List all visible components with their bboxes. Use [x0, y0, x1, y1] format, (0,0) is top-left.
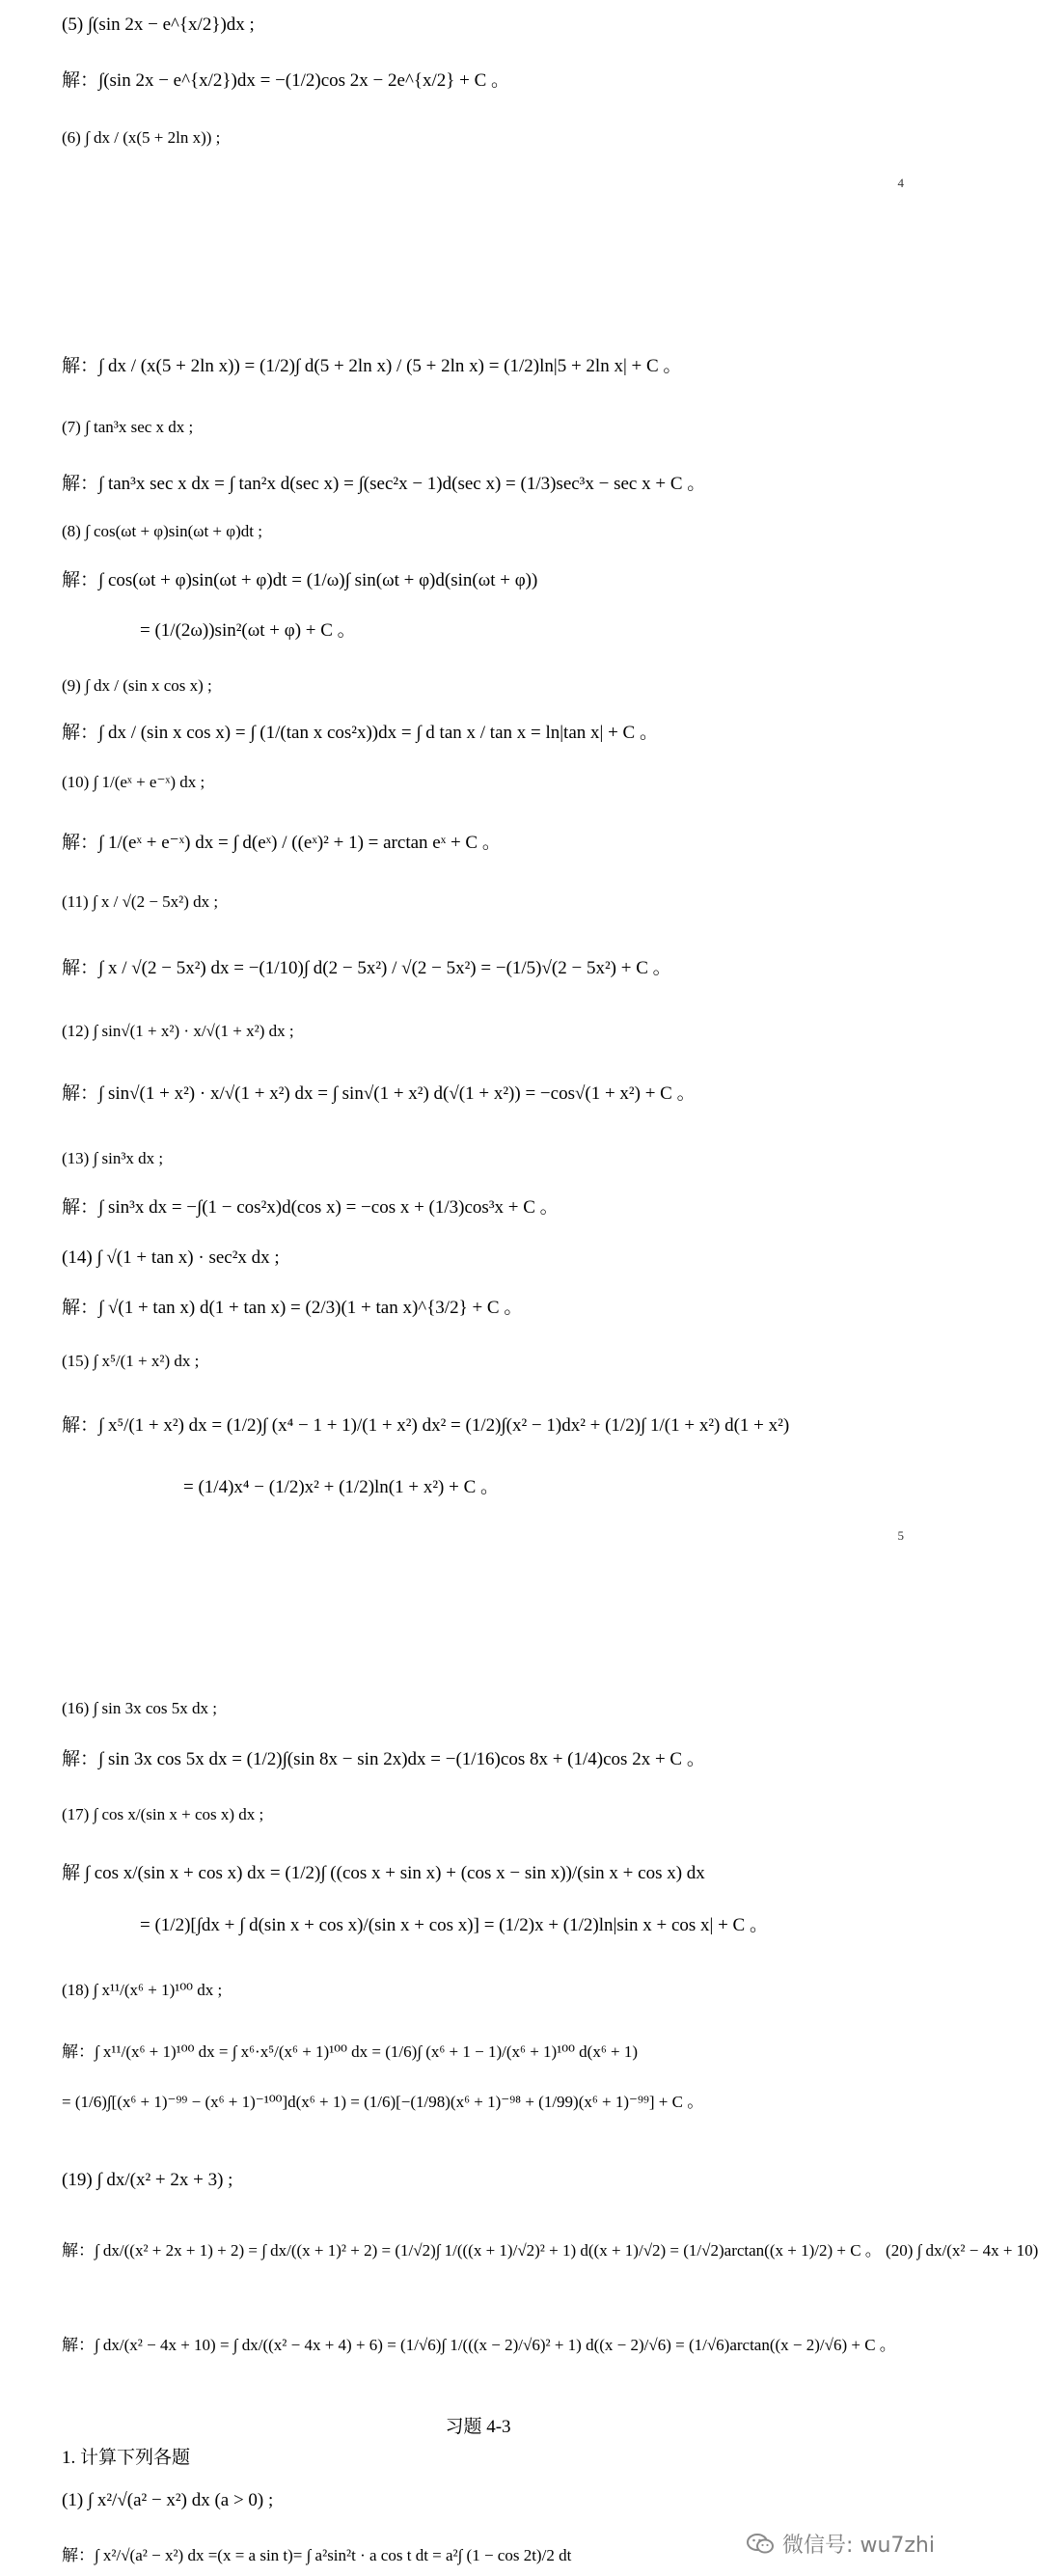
- solution-17-cont: = (1/2)[∫dx + ∫ d(sin x + cos x)/(sin x + cos x)] = (1/2)x + (1/2)ln|sin x + cos x| + C 。: [140, 1915, 768, 1935]
- solution-9: 解：∫ dx / (sin x cos x) = ∫ (1/(tan x cos²x))dx = ∫ d tan x / tan x = ln|tan x| + C 。: [62, 723, 658, 743]
- solution-18-cont: = (1/6)∫[(x⁶ + 1)⁻⁹⁹ − (x⁶ + 1)⁻¹⁰⁰]d(x⁶ + 1) = (1/6)[−(1/98)(x⁶ + 1)⁻⁹⁸ + (1/99)(x⁶ + 1)⁻⁹⁹] + C 。: [62, 2093, 704, 2111]
- problem-8: (8) ∫ cos(ωt + φ)sin(ωt + φ)dt ;: [62, 522, 262, 540]
- solution-13: 解：∫ sin³x dx = −∫(1 − cos²x)d(cos x) = −cos x + (1/3)cos³x + C 。: [62, 1197, 559, 1218]
- solution-15-cont: = (1/4)x⁴ − (1/2)x² + (1/2)ln(1 + x²) + C 。: [183, 1477, 499, 1497]
- section-title: 习题 4-3: [445, 2417, 511, 2437]
- solution-12: 解：∫ sin√(1 + x²) · x/√(1 + x²) dx = ∫ sin√(1 + x²) d(√(1 + x²)) = −cos√(1 + x²) + C 。: [62, 1083, 696, 1104]
- problem-9: (9) ∫ dx / (sin x cos x) ;: [62, 676, 212, 695]
- solution-16: 解：∫ sin 3x cos 5x dx = (1/2)∫(sin 8x − sin 2x)dx = −(1/16)cos 8x + (1/4)cos 2x + C 。: [62, 1749, 705, 1769]
- problem-12: (12) ∫ sin√(1 + x²) · x/√(1 + x²) dx ;: [62, 1022, 294, 1040]
- solution-17: 解 ∫ cos x/(sin x + cos x) dx = (1/2)∫ ((cos x + sin x) + (cos x − sin x))/(sin x + cos x) dx: [62, 1863, 705, 1883]
- problem-17: (17) ∫ cos x/(sin x + cos x) dx ;: [62, 1805, 264, 1823]
- solution-8: 解：∫ cos(ωt + φ)sin(ωt + φ)dt = (1/ω)∫ sin(ωt + φ)d(sin(ωt + φ)): [62, 570, 538, 590]
- problem-19: (19) ∫ dx/(x² + 2x + 3) ;: [62, 2170, 233, 2190]
- solution-10: 解：∫ 1/(eˣ + e⁻ˣ) dx = ∫ d(eˣ) / ((eˣ)² + 1) = arctan eˣ + C 。: [62, 833, 501, 853]
- watermark: [746, 2529, 935, 2559]
- page-number: 5: [897, 1528, 904, 1543]
- solution-7: 解：∫ tan³x sec x dx = ∫ tan²x d(sec x) = ∫(sec²x − 1)d(sec x) = (1/3)sec³x − sec x + C 。: [62, 474, 706, 494]
- solution-20: 解：∫ dx/(x² − 4x + 10) = ∫ dx/((x² − 4x + 4) + 6) = (1/√6)∫ 1/(((x − 2)/√6)² + 1) d((x − 2)/√6) = (1/√6)arctan((x − 2)/√6) + C 。: [62, 2336, 896, 2354]
- problem-18: (18) ∫ x¹¹/(x⁶ + 1)¹⁰⁰ dx ;: [62, 1981, 223, 1999]
- wechat-icon: [746, 2532, 775, 2557]
- problem-14: (14) ∫ √(1 + tan x) · sec²x dx ;: [62, 1247, 280, 1268]
- problem-11: (11) ∫ x / √(2 − 5x²) dx ;: [62, 892, 219, 911]
- watermark-text: 微信号: wu7zhi: [782, 2534, 935, 2558]
- page-number: 4: [897, 176, 904, 190]
- solution-14: 解：∫ √(1 + tan x) d(1 + tan x) = (2/3)(1 + tan x)^{3/2} + C 。: [62, 1298, 523, 1318]
- problem-13: (13) ∫ sin³x dx ;: [62, 1149, 164, 1167]
- solution-5: 解：∫(sin 2x − e^{x/2})dx = −(1/2)cos 2x − 2e^{x/2} + C 。: [62, 70, 510, 91]
- solution-18: 解：∫ x¹¹/(x⁶ + 1)¹⁰⁰ dx = ∫ x⁶·x⁵/(x⁶ + 1)¹⁰⁰ dx = (1/6)∫ (x⁶ + 1 − 1)/(x⁶ + 1)¹⁰⁰ d(x⁶ + 1): [62, 2042, 639, 2061]
- exercise-heading: 1. 计算下列各题: [62, 2448, 191, 2468]
- solution-6: 解：∫ dx / (x(5 + 2ln x)) = (1/2)∫ d(5 + 2ln x) / (5 + 2ln x) = (1/2)ln|5 + 2ln x| + C 。: [62, 356, 682, 376]
- solution-15: 解：∫ x⁵/(1 + x²) dx = (1/2)∫ (x⁴ − 1 + 1)/(1 + x²) dx² = (1/2)∫(x² − 1)dx² + (1/2)∫ 1/(1 + x²) d(1 + x²): [62, 1415, 790, 1436]
- exercise-1: (1) ∫ x²/√(a² − x²) dx (a > 0) ;: [62, 2490, 274, 2510]
- problem-7: (7) ∫ tan³x sec x dx ;: [62, 418, 194, 436]
- solution-19: 解：∫ dx/((x² + 2x + 1) + 2) = ∫ dx/((x + 1)² + 2) = (1/√2)∫ 1/(((x + 1)/√2)² + 1) d((x + 1)/√2) = (1/√2)arctan((x + 1)/2) + C 。 (20) ∫ dx/(x² − 4x + 10): [62, 2241, 1038, 2260]
- problem-16: (16) ∫ sin 3x cos 5x dx ;: [62, 1699, 217, 1717]
- problem-15: (15) ∫ x⁵/(1 + x²) dx ;: [62, 1352, 200, 1370]
- problem-6: (6) ∫ dx / (x(5 + 2ln x)) ;: [62, 128, 221, 147]
- solution-8-cont: = (1/(2ω))sin²(ωt + φ) + C 。: [140, 620, 356, 641]
- problem-5: (5) ∫(sin 2x − e^{x/2})dx ;: [62, 14, 255, 35]
- solution-11: 解：∫ x / √(2 − 5x²) dx = −(1/10)∫ d(2 − 5x²) / √(2 − 5x²) = −(1/5)√(2 − 5x²) + C 。: [62, 958, 671, 978]
- exercise-1-solution: 解：∫ x²/√(a² − x²) dx =(x = a sin t)= ∫ a²sin²t · a cos t dt = a²∫ (1 − cos 2t)/2 dt: [62, 2546, 572, 2564]
- problem-10: (10) ∫ 1/(eˣ + e⁻ˣ) dx ;: [62, 773, 205, 791]
